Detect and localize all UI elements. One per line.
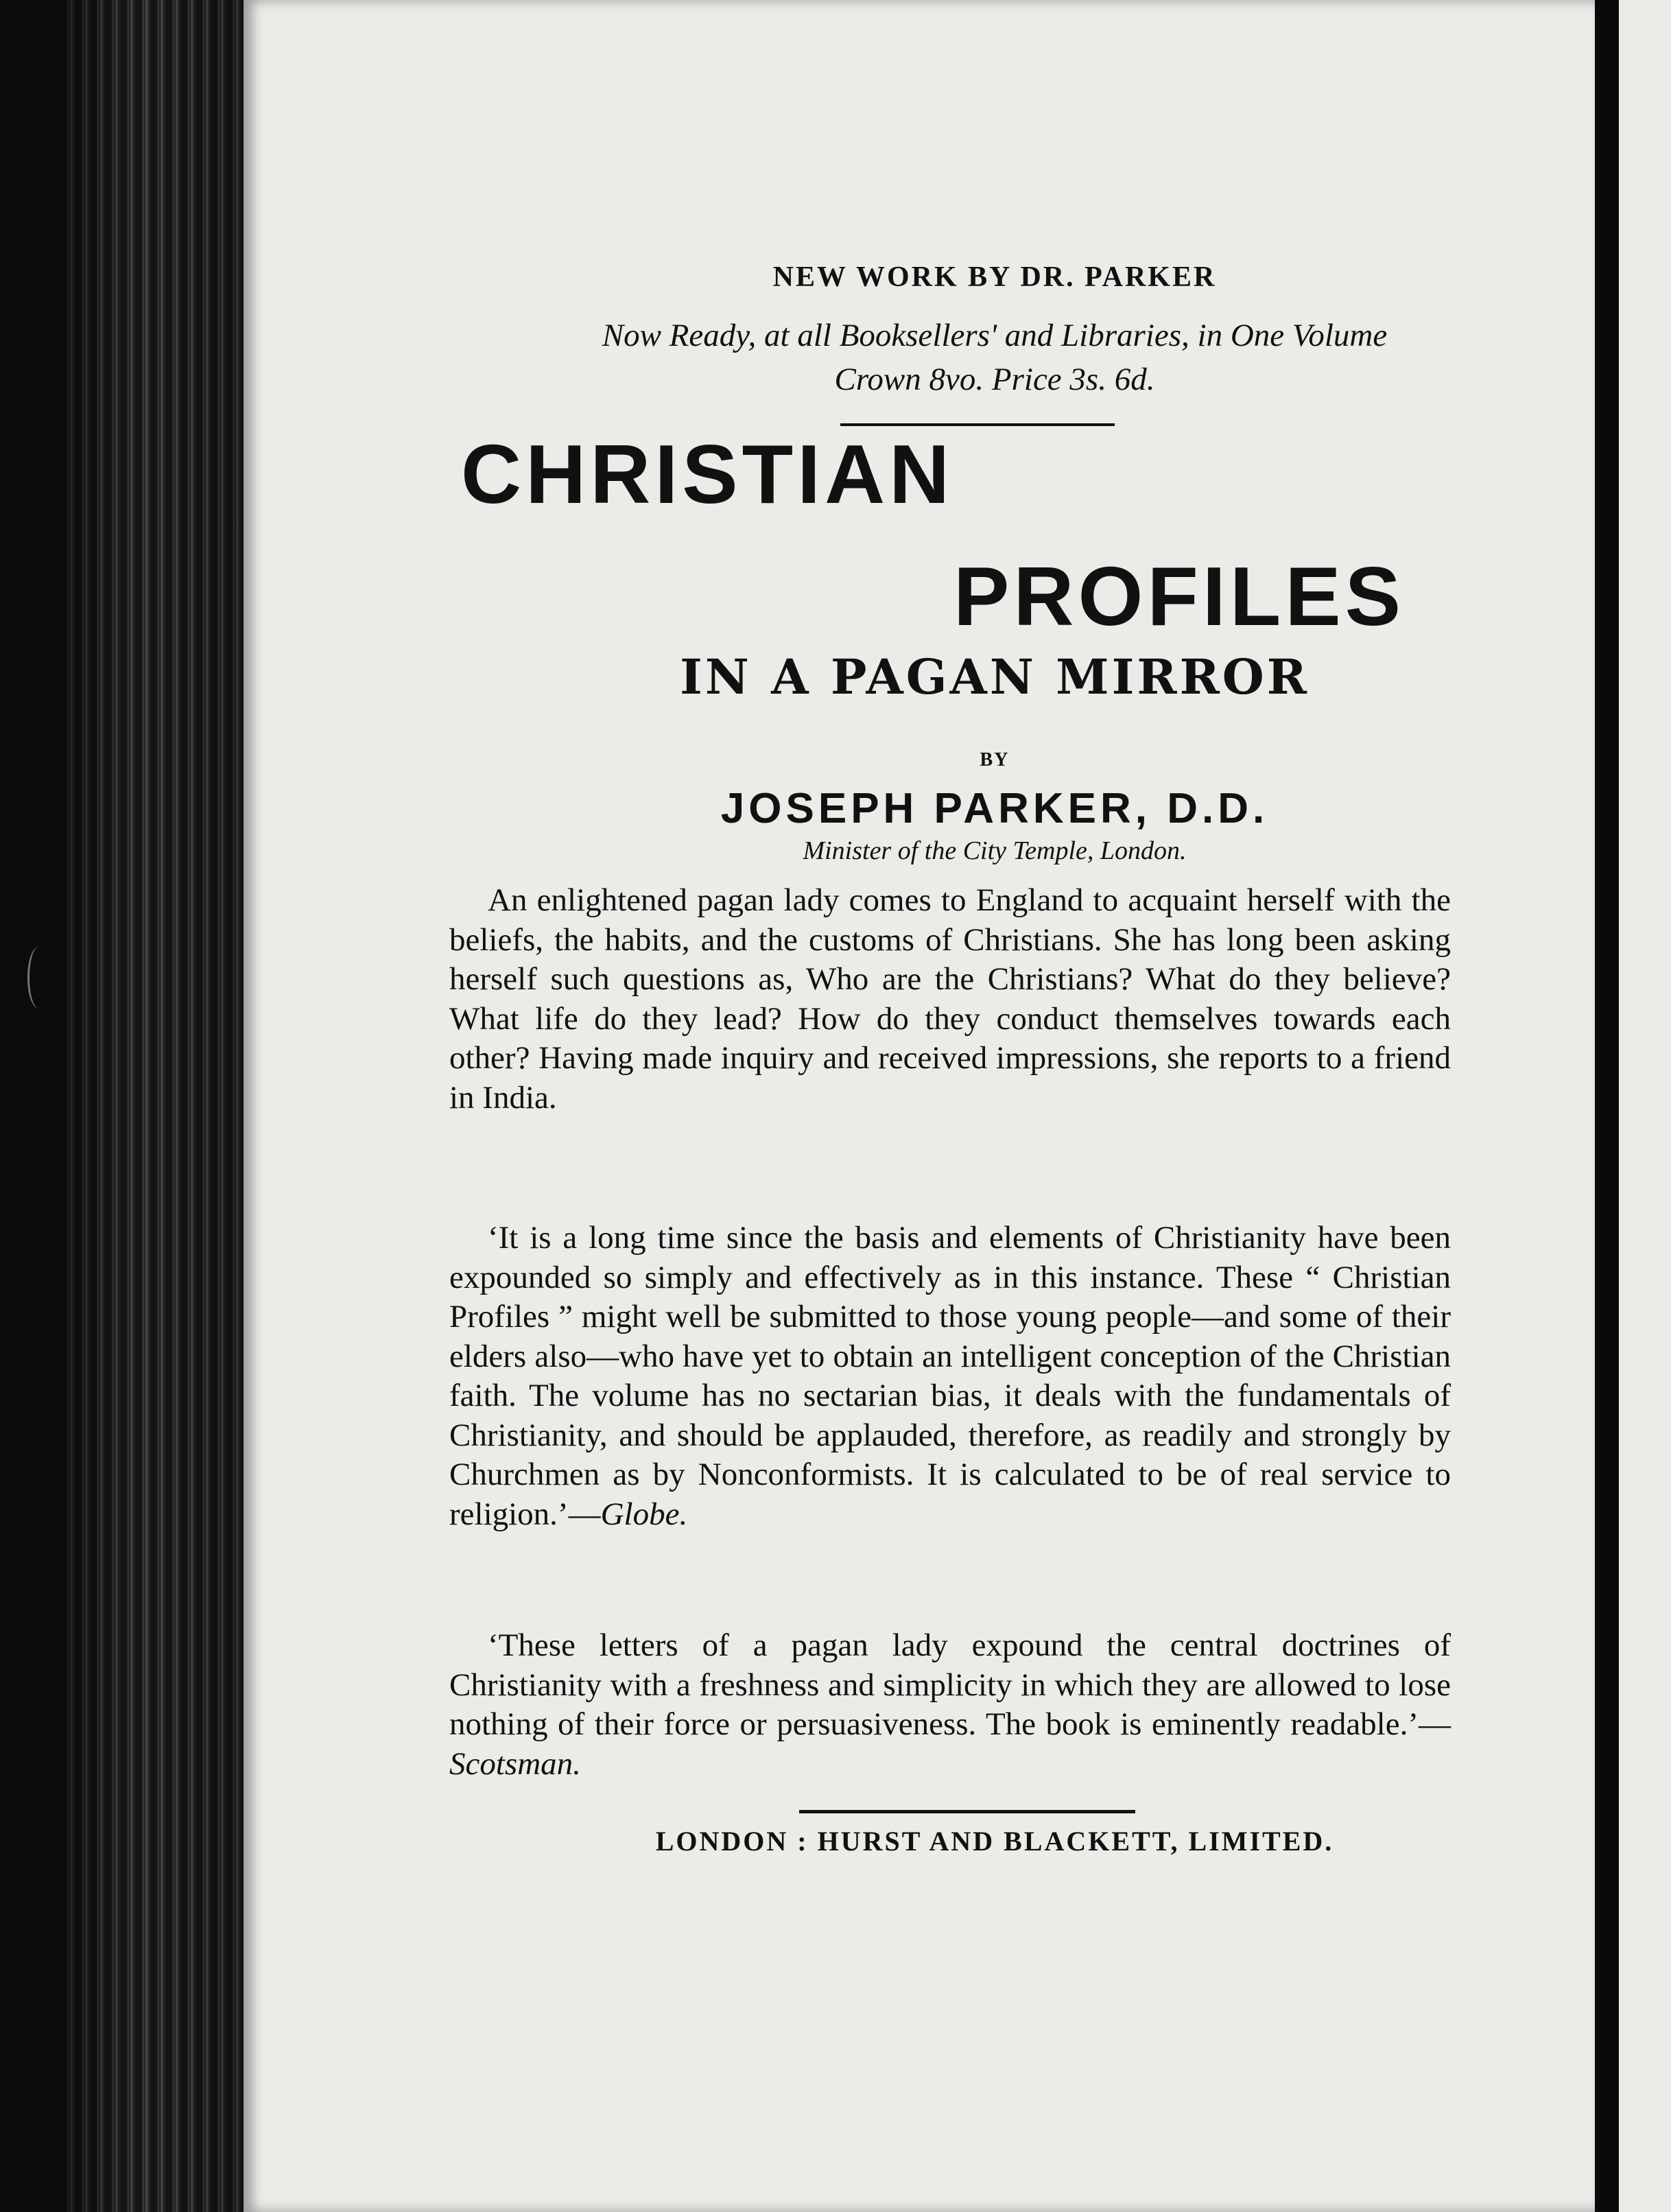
- author-name: JOSEPH PARKER, D.D.: [720, 785, 1269, 832]
- book-description: [449, 881, 1451, 1118]
- review-globe: [449, 1219, 1451, 1534]
- title-line-2: PROFILES: [953, 550, 1406, 643]
- announcement-heading: NEW WORK BY DR. PARKER: [772, 261, 1217, 293]
- review-quote: ‘These letters of a pagan lady expound the central doctrines of Christianity with a freshness and simplicity in which they are allowed to lose nothing of their force or persuasiveness. The book is eminently readable.’—: [449, 1627, 1451, 1742]
- header-rule: [840, 423, 1115, 426]
- availability-line-1: Now Ready, at all Booksellers' and Libraries, in One Volume: [602, 318, 1388, 353]
- by-label: BY: [980, 749, 1010, 770]
- review-quote: ‘It is a long time since the basis and elements of Christianity have been expounded so simply and effectively as in this instance. These “ Christian Profiles ” might well be submitted to those young people—and some of their elders also—who have yet to obtain an intelligent conception of the Christian faith. The volume has no sectarian bias, it deals with the fundamentals of Christianity, and should be applauded, therefore, as readily and strongly by Churchmen as by Nonconformists. It is calculated to be of real service to religion.’—: [449, 1220, 1451, 1532]
- spine-shadow: [62, 0, 261, 2212]
- review-source: Globe.: [600, 1496, 688, 1532]
- margin-mark: [27, 947, 50, 1009]
- review-scotsman: [449, 1626, 1451, 1784]
- availability-line-2: Crown 8vo. Price 3s. 6d.: [834, 362, 1155, 397]
- review-text: [449, 1626, 1451, 1784]
- imprint-rule: [799, 1810, 1135, 1813]
- description-text: An enlightened pagan lady comes to England to acquaint herself with the beliefs, the habits, and the customs of Christians. She has long been asking herself such questions as, Who are the Christians? What do they believe? What life do they lead? How do they conduct themselves towards each other? Having made inquiry and received impressions, she reports to a friend in India.: [449, 882, 1451, 1116]
- title-line-1: CHRISTIAN: [461, 427, 954, 521]
- review-text: [449, 1219, 1451, 1534]
- page-gutter: [1598, 0, 1619, 2212]
- publisher-imprint: LONDON : HURST AND BLACKETT, LIMITED.: [655, 1826, 1334, 1857]
- review-source: Scotsman.: [449, 1745, 581, 1782]
- subtitle: IN A PAGAN MIRROR: [680, 648, 1309, 705]
- author-title: Minister of the City Temple, London.: [803, 836, 1187, 865]
- facing-page-edge: [1619, 0, 1671, 2212]
